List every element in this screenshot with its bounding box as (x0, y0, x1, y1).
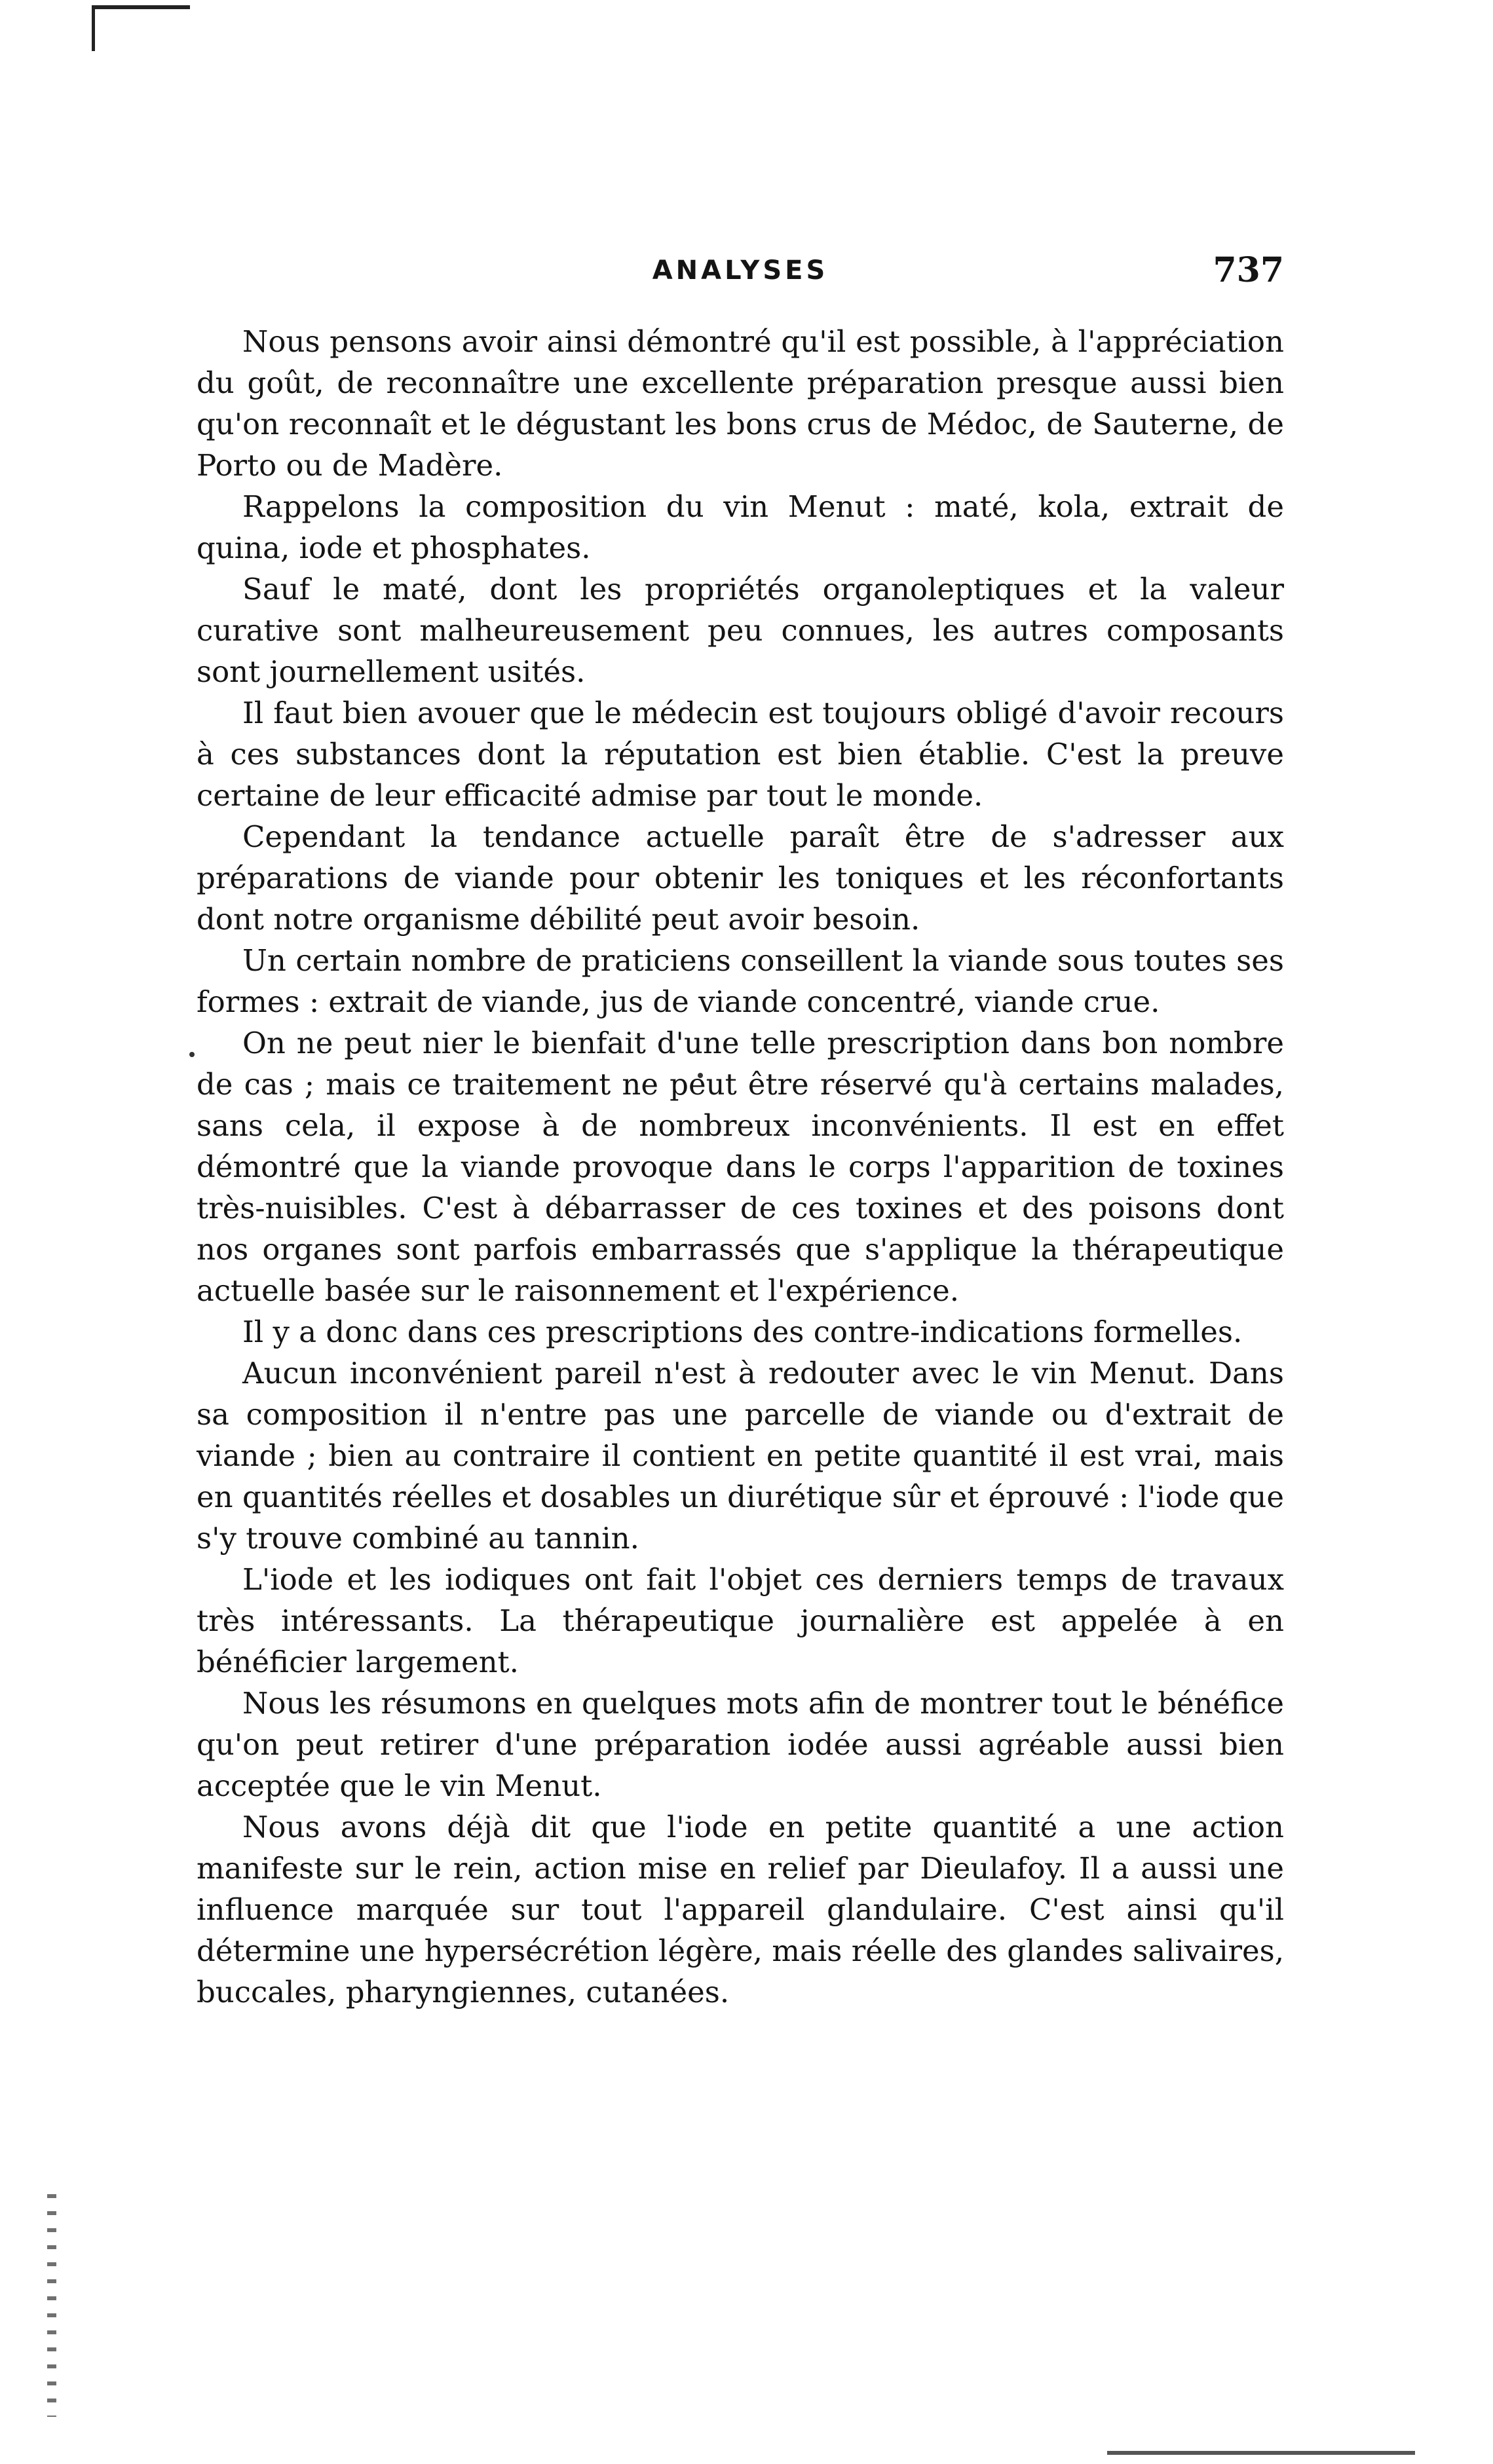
paragraph: Cependant la tendance actuelle paraît être de s'adresser aux préparations de viande pour obtenir les toniques et les réconfortants dont notre organisme débilité peut avoir besoin. (197, 819, 1284, 937)
paragraph: Il faut bien avouer que le médecin est toujours obligé d'avoir recours à ces substances dont la réputation est bien établie. C'est la preuve certaine de leur efficacité admise par tout le monde. (197, 696, 1284, 813)
page-number: 737 (1213, 250, 1284, 290)
running-header (197, 249, 1284, 295)
paragraph: Il y a donc dans ces prescriptions des contre-indications formelles. (242, 1315, 1243, 1349)
paragraph: Un certain nombre de praticiens conseillent la viande sous toutes ses formes : extrait de viande, jus de viande concentré, viande crue. (197, 943, 1284, 1019)
scan-bottom-rule (1107, 2451, 1415, 2455)
paragraph: Sauf le maté, dont les propriétés organoleptiques et la valeur curative sont malheureusement peu connues, les autres composants sont journellement usités. (197, 572, 1284, 689)
paragraph: Aucun inconvénient pareil n'est à redouter avec le vin Menut. Dans sa composition il n'entre pas une parcelle de viande ou d'extrait de viande ; bien au contraire il contient en petite quantité il est vrai, mais en quantités réelles et dosables un diurétique sûr et éprouvé : l'iode que s'y trouve combiné au tannin. (197, 1356, 1284, 1556)
scan-corner-mark-horizontal (92, 5, 190, 9)
paragraph: Nous les résumons en quelques mots afin de montrer tout le bénéfice qu'on peut retirer d'une préparation iodée aussi agréable aussi bien acceptée que le vin Menut. (197, 1686, 1284, 1803)
scan-edge-specks (47, 2194, 56, 2417)
paragraph: L'iode et les iodiques ont fait l'objet ces derniers temps de travaux très intéressants. La thérapeutique journalière est appelée à en bénéficier largement. (197, 1562, 1284, 1679)
body-text (197, 321, 1284, 2013)
scan-corner-mark-vertical (92, 5, 95, 51)
paragraph: Nous avons déjà dit que l'iode en petite quantité a une action manifeste sur le rein, action mise en relief par Dieulafoy. Il a aussi une influence marquée sur tout l'appareil glandulaire. C'est ainsi qu'il détermine une hypersécrétion légère, mais réelle des glandes salivaires, buccales, pharyngiennes, cutanées. (197, 1810, 1284, 2009)
running-title: ANALYSES (652, 255, 829, 286)
stray-dot-mark (189, 1052, 195, 1057)
paragraph: Nous pensons avoir ainsi démontré qu'il est possible, à l'appréciation du goût, de reconnaître une excellente préparation presque aussi bien qu'on reconnaît et le dégustant les bons crus de Médoc, de Sauterne, de Porto ou de Madère. (197, 324, 1284, 483)
paragraph: Rappelons la composition du vin Menut : maté, kola, extrait de quina, iode et phosphates. (197, 489, 1284, 565)
paragraph: On ne peut nier le bienfait d'une telle prescription dans bon nombre de cas ; mais ce traitement ne peut être réservé qu'à certains malades, sans cela, il expose à de nombreux inconvénients. Il est en effet démontré que la viande provoque dans le corps l'apparition de toxines très-nuisibles. C'est à débarrasser de ces toxines et des poisons dont nos organes sont parfois embarrassés que s'applique la thérapeutique actuelle basée sur le raisonnement et l'expérience. (197, 1026, 1284, 1308)
